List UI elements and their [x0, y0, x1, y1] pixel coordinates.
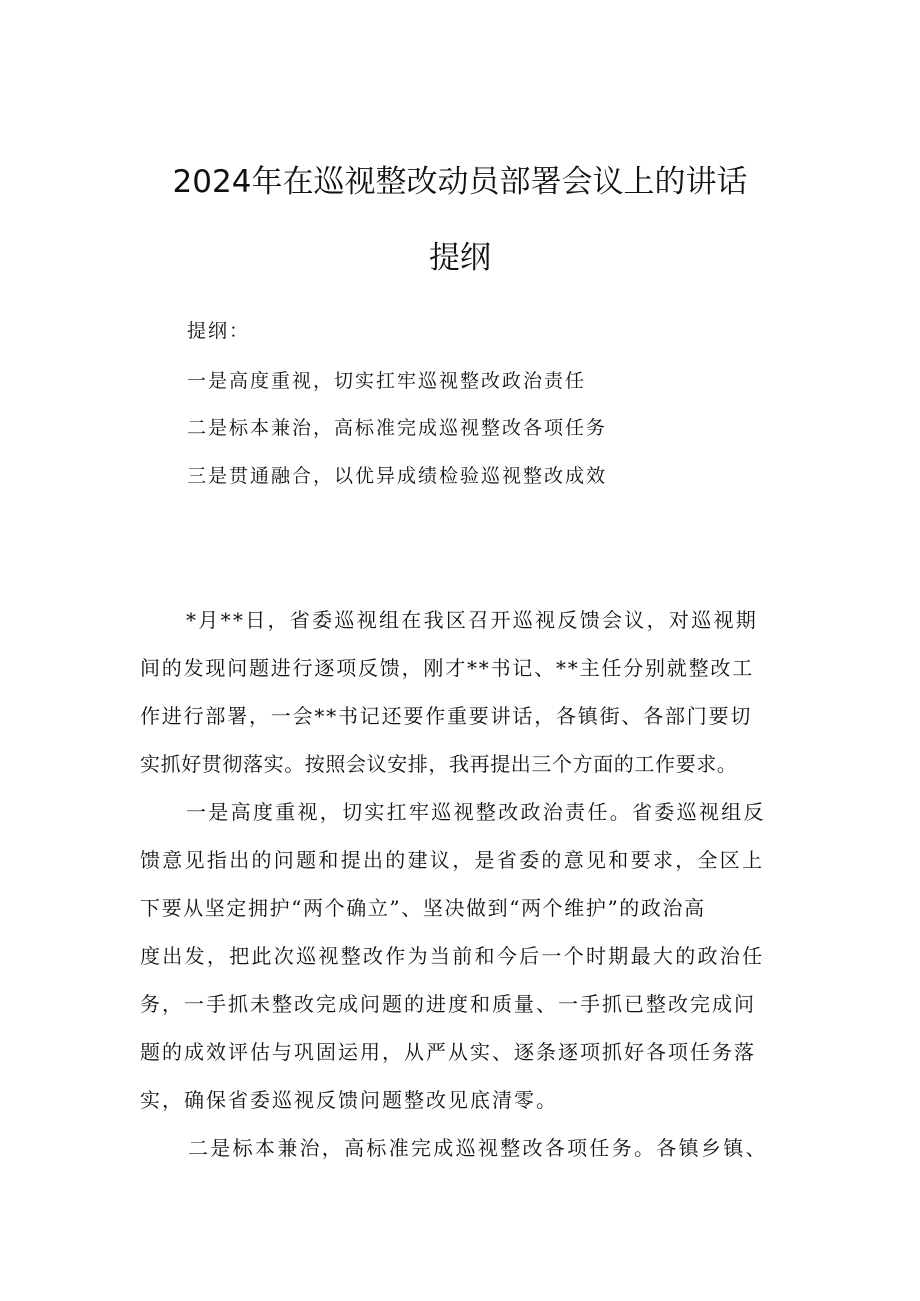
- body-line: 实抓好贯彻落实。按照会议安排，我再提出三个方面的工作要求。: [140, 752, 738, 776]
- outline-item: 三是贯通融合，以优异成绩检验巡视整改成效: [187, 465, 608, 487]
- body-line: 下要从坚定拥护“两个确立”、坚决做到“两个维护”的政治高: [140, 896, 706, 920]
- body-line: 作进行部署，一会**书记还要作重要讲话，各镇街、各部门要切: [140, 704, 753, 728]
- body-line: 二是标本兼治，高标准完成巡视整改各项任务。各镇乡镇、: [188, 1136, 768, 1160]
- document-title: 2024年在巡视整改动员部署会议上的讲话: [172, 164, 748, 200]
- outline-heading: 提纲：: [187, 320, 251, 342]
- body-line: 实，确保省委巡视反馈问题整改见底清零。: [140, 1088, 558, 1112]
- body-line: 一是高度重视，切实扛牢巡视整改政治责任。省委巡视组反: [186, 800, 766, 824]
- body-line: 馈意见指出的问题和提出的建议，是省委的意见和要求，全区上: [140, 848, 765, 872]
- body-line: 间的发现问题进行逐项反馈，刚才**书记、**主任分别就整改工: [140, 656, 754, 680]
- outline-item: 一是高度重视，切实扛牢巡视整改政治责任: [187, 370, 587, 392]
- body-line: 题的成效评估与巩固运用，从严从实、逐条逐项抓好各项任务落: [140, 1040, 756, 1064]
- body-line: 务，一手抓未整改完成问题的进度和质量、一手抓已整改完成问: [140, 992, 756, 1016]
- body-line: 度出发，把此次巡视整改作为当前和今后一个时期最大的政治任: [140, 944, 765, 968]
- outline-item: 二是标本兼治，高标准完成巡视整改各项任务: [187, 417, 608, 439]
- document-title-continued: 提纲: [429, 240, 491, 276]
- body-line: *月**日，省委巡视组在我区召开巡视反馈会议，对巡视期: [186, 608, 759, 632]
